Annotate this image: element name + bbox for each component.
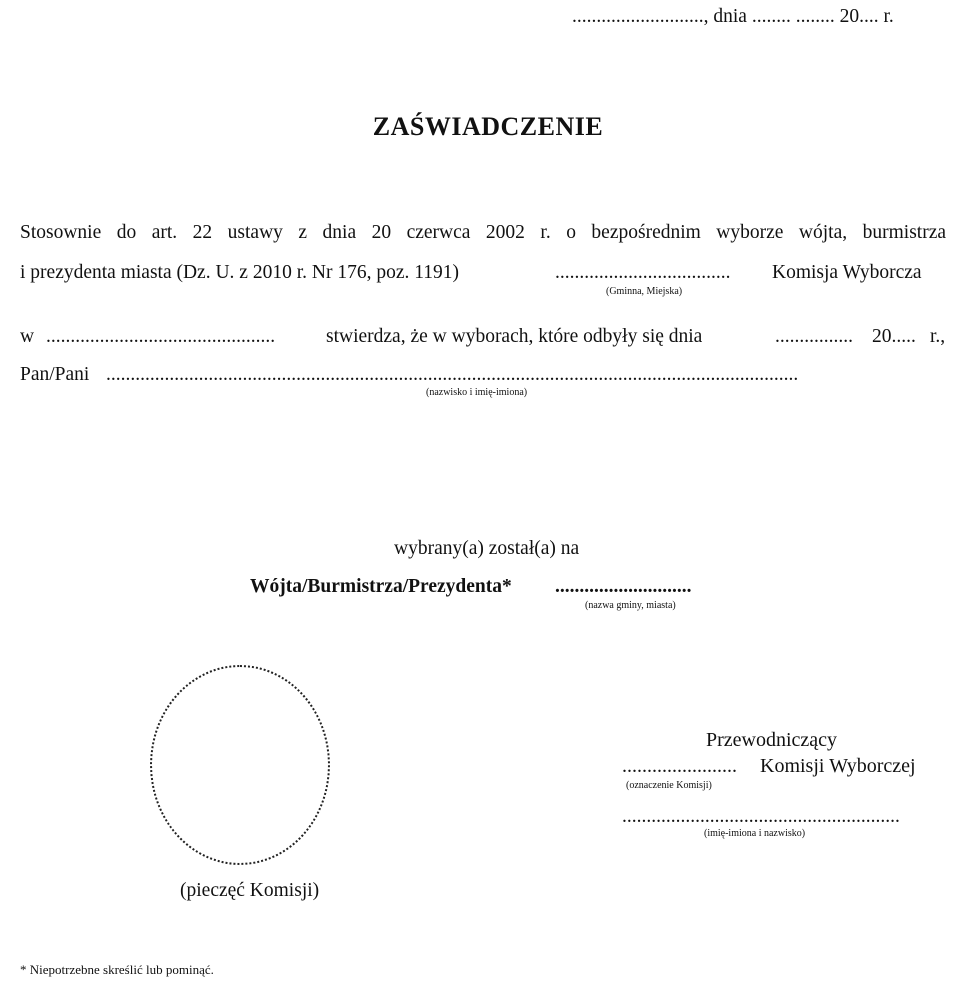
- place-field[interactable]: ...........................,: [572, 6, 709, 27]
- elected-name-hint: (nazwisko i imię-imiona): [426, 387, 528, 398]
- word: wyborze: [716, 222, 784, 243]
- word: r.: [540, 222, 551, 243]
- word: 20: [371, 222, 392, 243]
- commission-designation-hint: (oznaczenie Komisji): [626, 780, 712, 791]
- elected-name-field[interactable]: ..............................................................................................................................................: [106, 364, 799, 385]
- komisja-wyborcza-label: Komisja Wyborcza: [772, 262, 922, 283]
- body-line-3-text: stwierdza, że w wyborach, które odbyły się dnia: [326, 326, 703, 347]
- commission-location-field[interactable]: ...............................................: [46, 326, 276, 347]
- footnote: * Niepotrzebne skreślić lub pominąć.: [20, 962, 214, 977]
- stamp-circle: [150, 665, 330, 865]
- election-year-field[interactable]: 20.....: [872, 326, 916, 347]
- chairman-name-hint: (imię-imiona i nazwisko): [704, 828, 806, 839]
- word: o: [566, 222, 576, 243]
- municipality-hint: (nazwa gminy, miasta): [585, 600, 676, 611]
- chairman-title: Przewodniczący: [706, 729, 838, 751]
- commission-type-hint: (Gminna, Miejska): [606, 286, 683, 297]
- office-label: Wójta/Burmistrza/Prezydenta*: [250, 576, 512, 597]
- pan-pani-label: Pan/Pani: [20, 364, 90, 385]
- word: dnia: [322, 222, 357, 243]
- word: burmistrza: [862, 222, 946, 243]
- word: bezpośrednim: [591, 222, 701, 243]
- election-date-field[interactable]: ................: [775, 326, 853, 347]
- chairman-name-field[interactable]: .........................................................: [622, 806, 900, 827]
- stamp-label: (pieczęć Komisji): [180, 880, 320, 901]
- body-line-2-text: i prezydenta miasta (Dz. U. z 2010 r. Nr 176, poz. 1191): [20, 262, 459, 283]
- commission-type-field[interactable]: ....................................: [555, 262, 731, 283]
- word: z: [298, 222, 308, 243]
- year-suffix: r.: [883, 6, 894, 27]
- word: ustawy: [227, 222, 283, 243]
- word: 22: [192, 222, 213, 243]
- year-field[interactable]: ....: [859, 6, 879, 27]
- dnia-label: dnia: [713, 6, 747, 27]
- place-date-line: [572, 6, 894, 28]
- word: do: [116, 222, 137, 243]
- date-field[interactable]: ........ ........: [751, 6, 835, 27]
- elected-line: wybrany(a) został(a) na: [394, 538, 580, 559]
- commission-label: Komisji Wyborczej: [760, 755, 916, 777]
- word: wójta,: [798, 222, 848, 243]
- word: 2002: [485, 222, 525, 243]
- body-line-1: [20, 222, 946, 244]
- word: czerwca: [406, 222, 471, 243]
- w-label: w: [20, 326, 35, 347]
- document-title: ZAŚWIADCZENIE: [372, 112, 604, 141]
- municipality-field[interactable]: ............................: [555, 576, 692, 597]
- word: art.: [151, 222, 178, 243]
- word: Stosownie: [20, 222, 102, 243]
- commission-designation-field[interactable]: .......................: [622, 755, 737, 777]
- year-prefix: 20: [839, 6, 860, 27]
- year-suffix-label: r.,: [930, 326, 946, 347]
